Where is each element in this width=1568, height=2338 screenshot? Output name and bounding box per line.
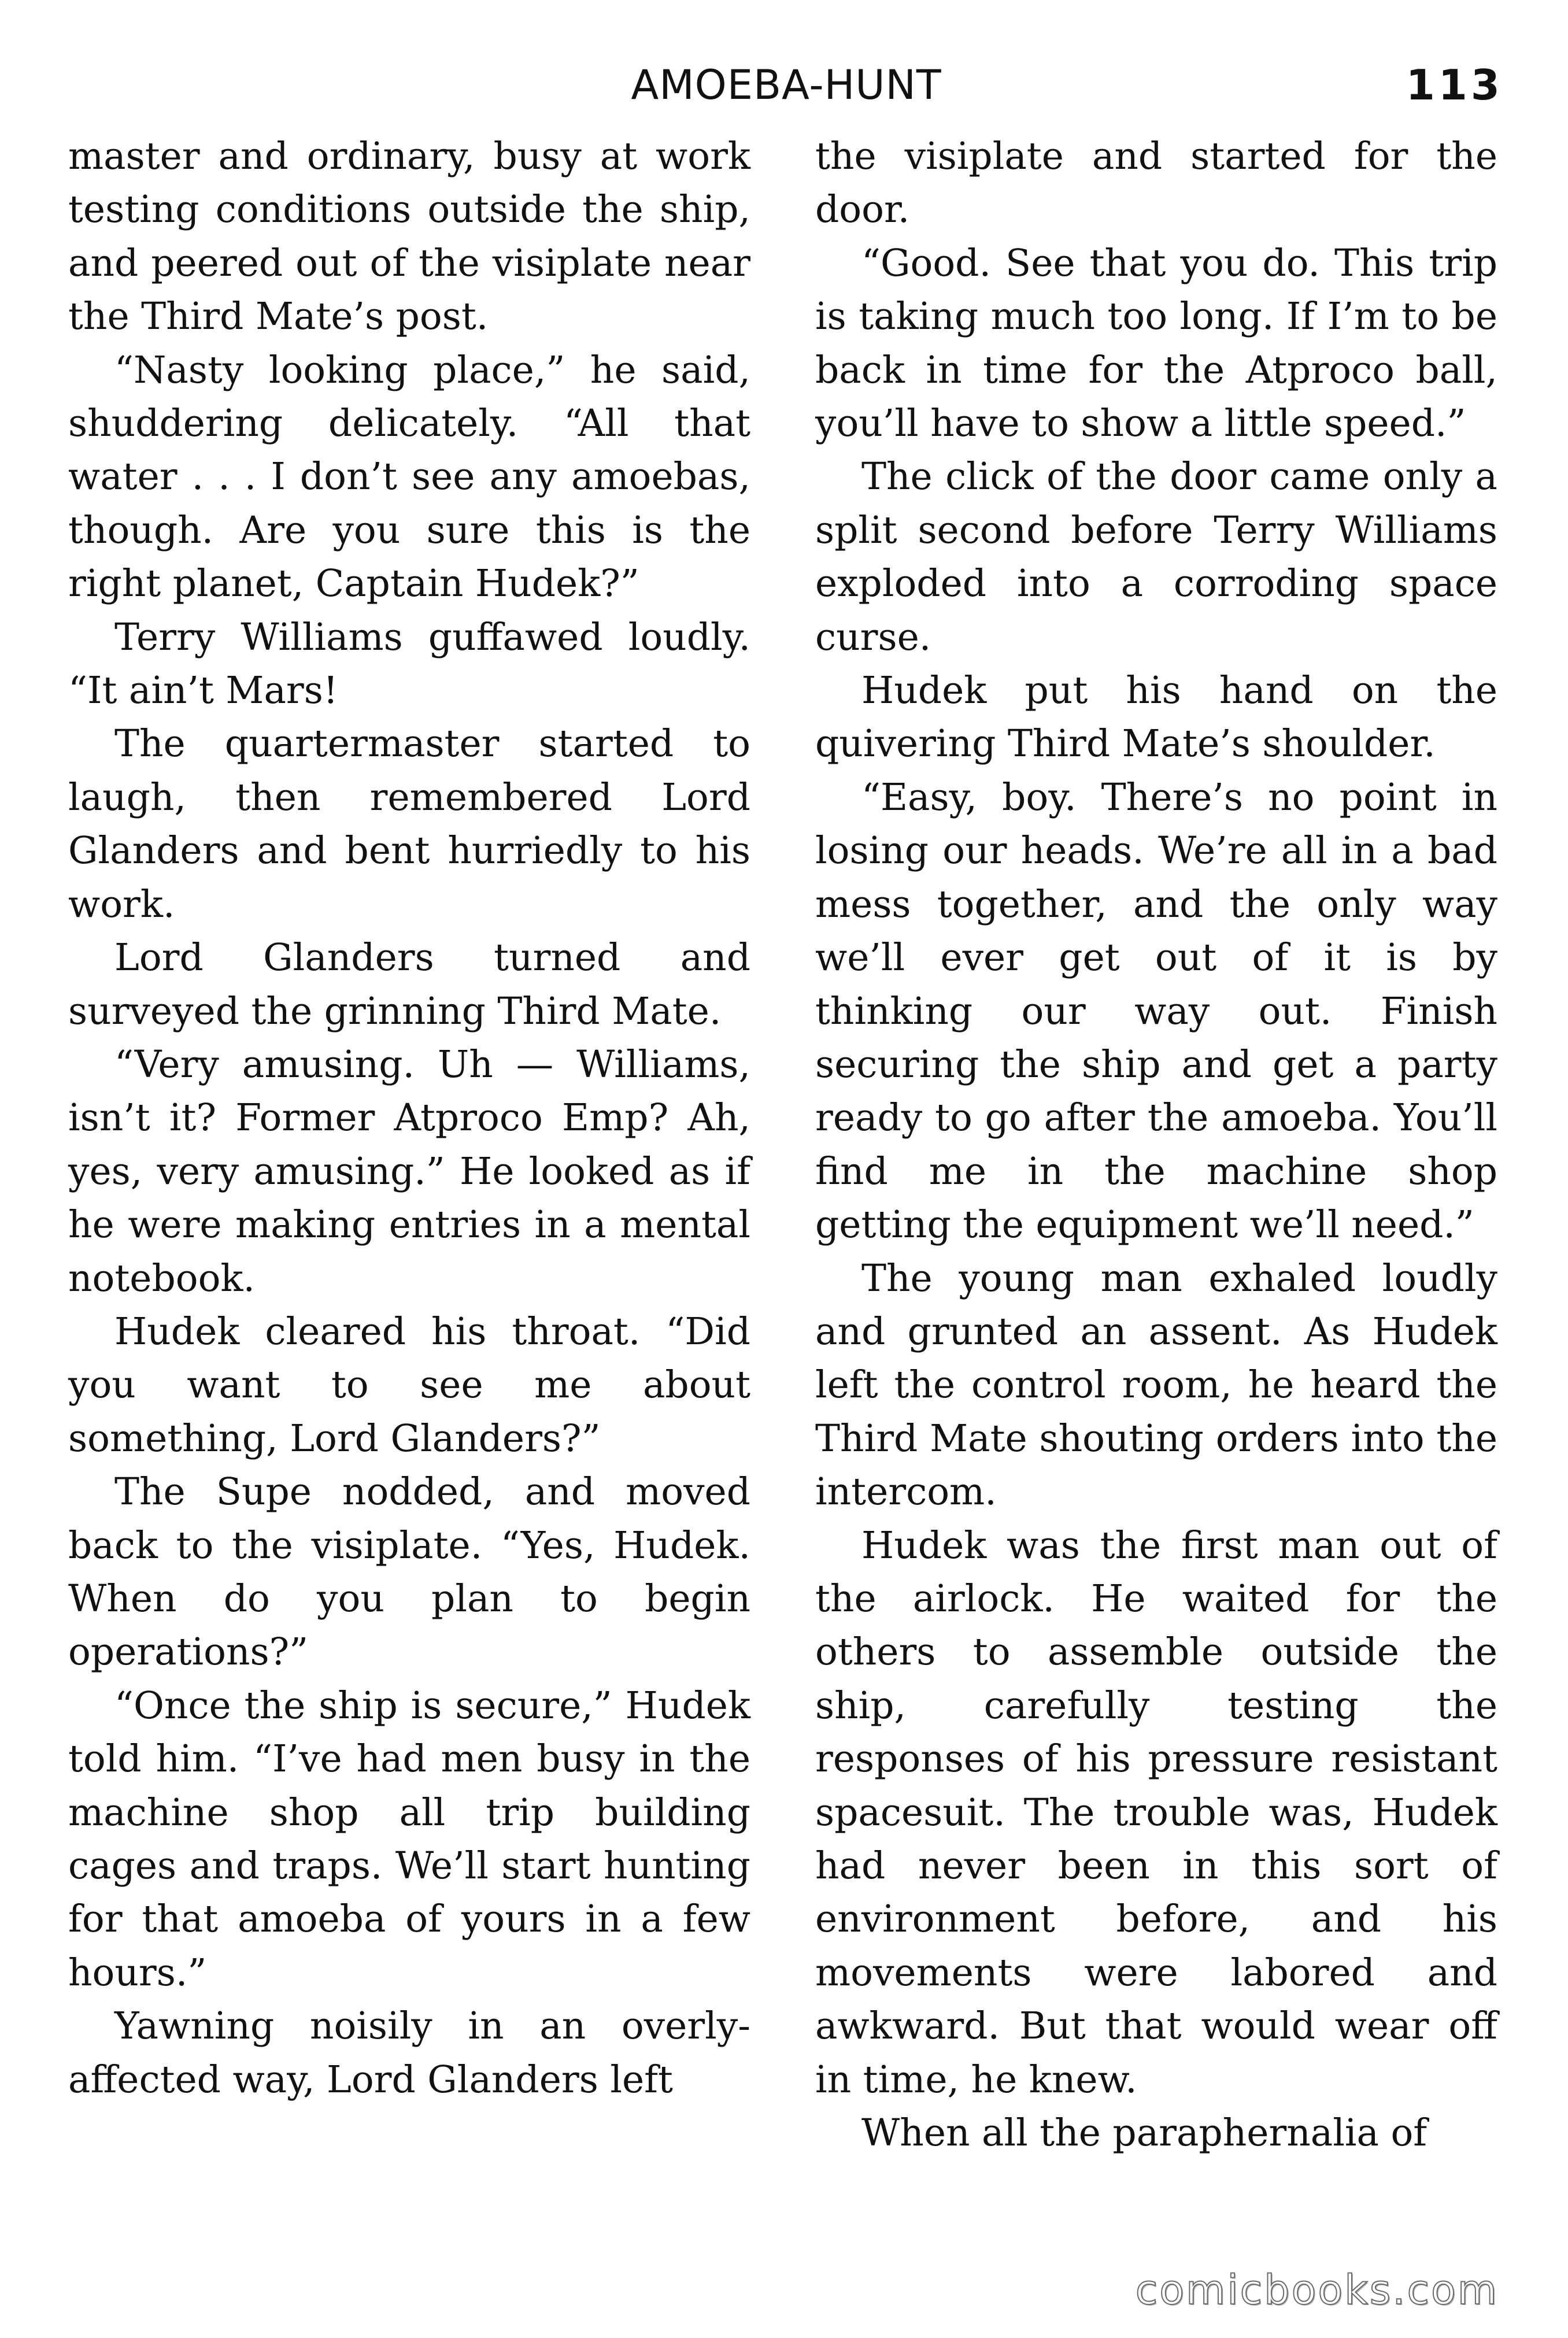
running-title: AMOEBA-HUNT bbox=[631, 61, 942, 109]
paragraph: “Easy, boy. There’s no point in losing our heads. We’re all in a bad mess together, and the only way we’ll ever get out of it is by thinking our way out. Finish securing the ship and get a party ready to go after the amoeba. You’ll find me in the machine shop getting the equipment we’ll need.” bbox=[815, 775, 1497, 1247]
paragraph: Terry Williams guffawed loudly. “It ain’t Mars! bbox=[68, 615, 750, 713]
paragraph: “Very amusing. Uh — Williams, isn’t it? Former Atproco Emp? Ah, yes, very amusing.” He looked as if he were making entries in a mental notebook. bbox=[68, 1042, 750, 1300]
paragraph: “Nasty looking place,” he said, shuddering delicately. “All that water . . . I don’t see any amoebas, though. Are you sure this is the right planet, Captain Hudek?” bbox=[68, 348, 750, 606]
paragraph: Yawning noisily in an overly-affected way, Lord Glanders left bbox=[68, 2004, 750, 2102]
paragraph: Hudek cleared his throat. “Did you want to see me about something, Lord Glanders?” bbox=[68, 1309, 750, 1460]
right-column bbox=[815, 130, 1497, 2160]
paragraph: master and ordinary, busy at work testing conditions outside the ship, and peered out of the visiplate near the Third Mate’s post. bbox=[68, 135, 750, 339]
paragraph: The Supe nodded, and moved back to the visiplate. “Yes, Hudek. When do you plan to begin operations?” bbox=[68, 1470, 750, 1674]
paragraph: Lord Glanders turned and surveyed the grinning Third Mate. bbox=[68, 936, 750, 1033]
page-number: 113 bbox=[1406, 61, 1503, 109]
paragraph: Hudek put his hand on the quivering Third Mate’s shoulder. bbox=[815, 669, 1497, 766]
paragraph: When all the paraphernalia of bbox=[861, 2111, 1428, 2155]
paragraph: the visiplate and started for the door. bbox=[815, 135, 1497, 232]
watermark: comicbooks.com bbox=[1135, 2266, 1499, 2314]
paragraph: Hudek was the first man out of the airlock. He waited for the others to assemble outside the ship, carefully testing the responses of his pressure resistant spacesuit. The trouble was, Hudek had never been in this sort of environment before, and his movements were labored and awkward. But that would wear off in time, he knew. bbox=[815, 1523, 1497, 2102]
page-header bbox=[69, 58, 1503, 113]
paragraph: The quartermaster started to laugh, then remembered Lord Glanders and bent hurriedly to his work. bbox=[68, 722, 750, 926]
paragraph: “Good. See that you do. This trip is taking much too long. If I’m to be back in time for the Atproco ball, you’ll have to show a little speed.” bbox=[815, 241, 1497, 446]
paragraph: The click of the door came only a split second before Terry Williams exploded into a corroding space curse. bbox=[815, 455, 1497, 659]
paragraph: “Once the ship is secure,” Hudek told him. “I’ve had men busy in the machine shop all trip building cages and traps. We’ll start hunting for that amoeba of yours in a few hours.” bbox=[68, 1684, 750, 1995]
left-column bbox=[68, 130, 750, 2107]
paragraph: The young man exhaled loudly and grunted an assent. As Hudek left the control room, he heard the Third Mate shouting orders into the intercom. bbox=[815, 1256, 1497, 1514]
